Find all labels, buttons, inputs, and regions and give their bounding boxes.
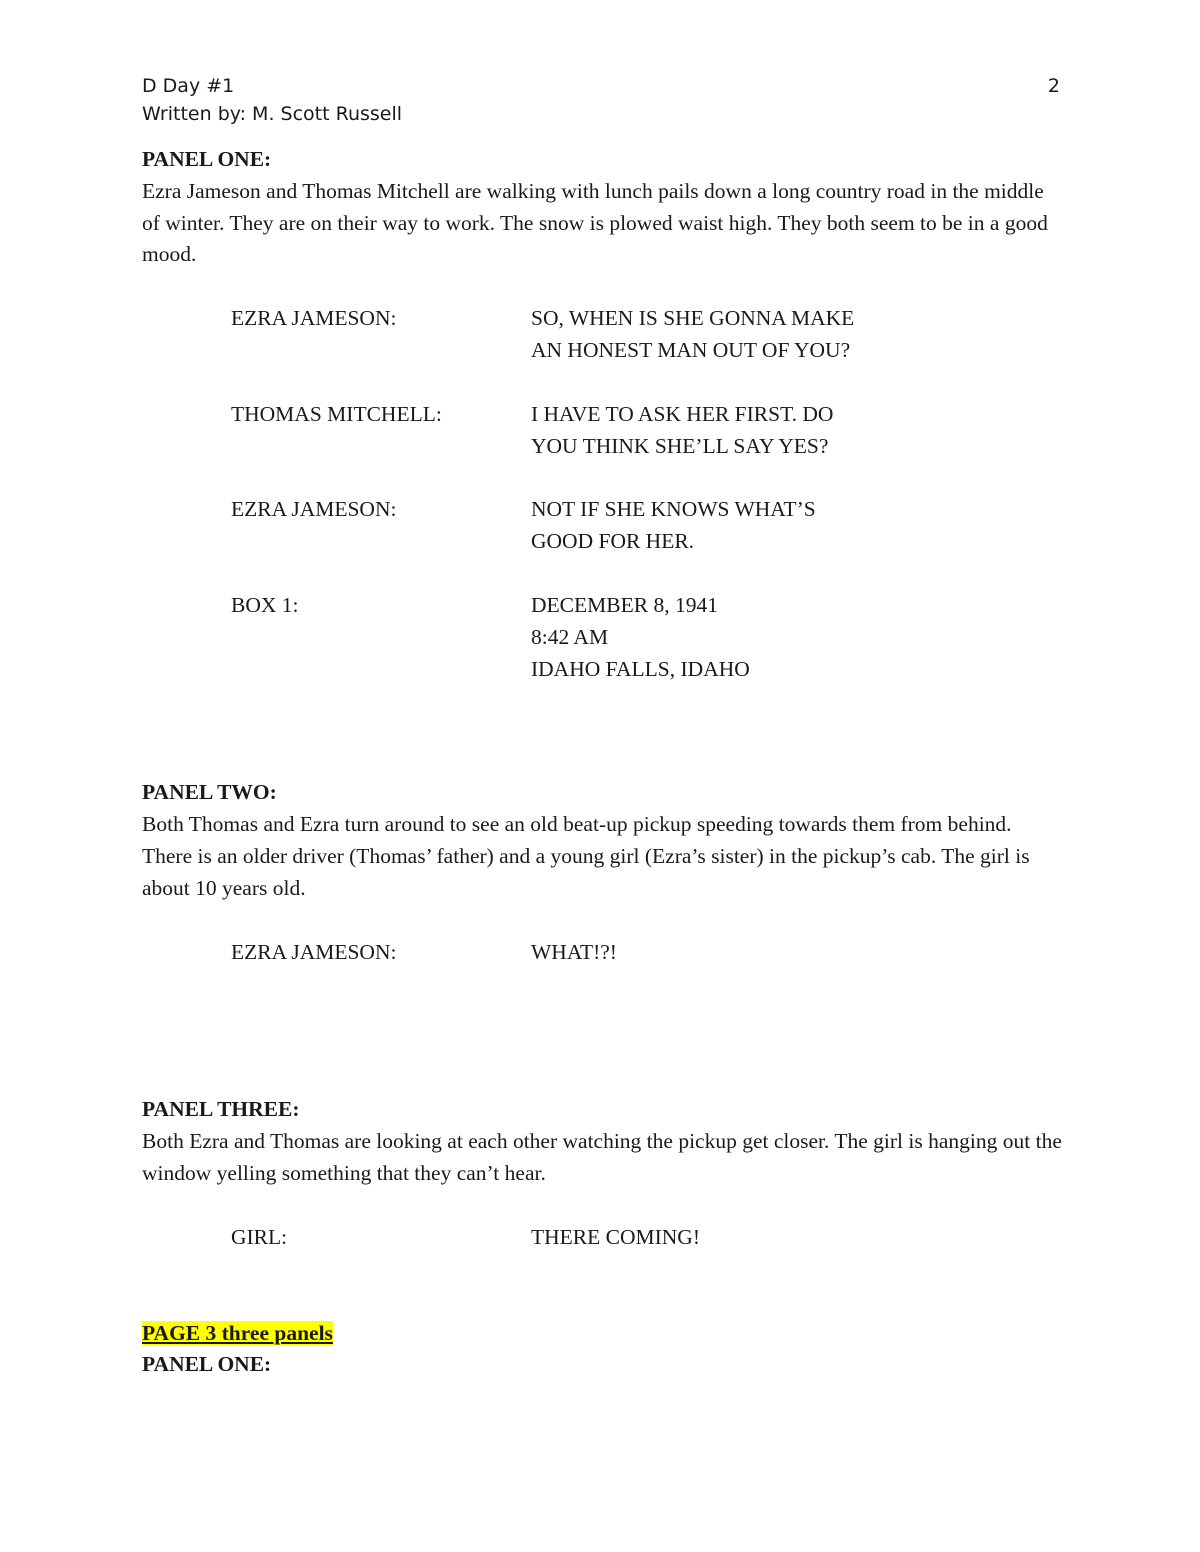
panel-title: PANEL THREE:: [142, 1097, 300, 1122]
dialogue-block: [142, 1222, 1062, 1254]
caption-box-row: [142, 590, 1062, 685]
panel-one: [142, 144, 1062, 685]
speaker-name: THOMAS MITCHELL:: [231, 401, 442, 426]
speech-text: [531, 494, 951, 558]
caption-box-text: [531, 590, 951, 685]
panel-two: [142, 777, 1062, 968]
speaker-name: EZRA JAMESON:: [231, 306, 397, 331]
panel-description: Ezra Jameson and Thomas Mitchell are walking with lunch pails down a long country road in the middle of winter. They are on their way to work. The snow is plowed waist high. They both seem to be in a good mood.: [142, 178, 1048, 267]
speech-line: AN HONEST MAN OUT OF YOU?: [531, 337, 851, 362]
speaker-name: EZRA JAMESON:: [231, 497, 397, 522]
dialogue-row: [142, 937, 1062, 969]
panel-three: [142, 1094, 1062, 1253]
speech-line: YOU THINK SHE’LL SAY YES?: [531, 433, 829, 458]
next-page-section: [142, 1318, 1062, 1382]
speech-line: THERE COMING!: [531, 1224, 700, 1249]
speech-line: I HAVE TO ASK HER FIRST. DO: [531, 401, 834, 426]
speaker-name: GIRL:: [231, 1224, 288, 1249]
author-line: Written by: M. Scott Russell: [142, 103, 403, 125]
script-body: [142, 144, 1062, 1381]
speech-text: [531, 1222, 951, 1254]
dialogue-block: [142, 303, 1062, 685]
speech-line: GOOD FOR HER.: [531, 529, 695, 554]
page-header: [142, 72, 1060, 128]
panel-description: Both Ezra and Thomas are looking at each other watching the pickup get closer. The girl is hanging out the window yelling something that they can’t hear.: [142, 1129, 1062, 1185]
caption-line: 8:42 AM: [531, 624, 609, 649]
speaker-name: EZRA JAMESON:: [231, 939, 397, 964]
speech-line: SO, WHEN IS SHE GONNA MAKE: [531, 306, 855, 331]
caption-line: IDAHO FALLS, IDAHO: [531, 656, 750, 681]
dialogue-block: [142, 937, 1062, 969]
panel-description: Both Thomas and Ezra turn around to see an old beat-up pickup speeding towards them from behind. There is an older driver (Thomas’ father) and a young girl (Ezra’s sister) in the pickup’s cab. The girl is about 10 years old.: [142, 812, 1030, 900]
dialogue-row: [142, 494, 1062, 558]
speech-line: WHAT!?!: [531, 939, 617, 964]
speech-text: [531, 303, 951, 367]
dialogue-row: [142, 1222, 1062, 1254]
panel-title: PANEL ONE:: [142, 147, 272, 171]
page-number: 2: [1047, 75, 1060, 97]
page-heading: PAGE 3 three panels: [142, 1320, 333, 1345]
panel-title: PANEL TWO:: [142, 780, 277, 805]
speech-text: [531, 399, 951, 463]
caption-line: DECEMBER 8, 1941: [531, 592, 718, 617]
dialogue-row: [142, 399, 1062, 463]
dialogue-row: [142, 303, 1062, 367]
caption-box-label: BOX 1:: [231, 592, 299, 617]
speech-text: [531, 937, 951, 969]
script-title: D Day #1: [142, 75, 235, 97]
speech-line: NOT IF SHE KNOWS WHAT’S: [531, 497, 816, 522]
panel-title: PANEL ONE:: [142, 1352, 272, 1377]
